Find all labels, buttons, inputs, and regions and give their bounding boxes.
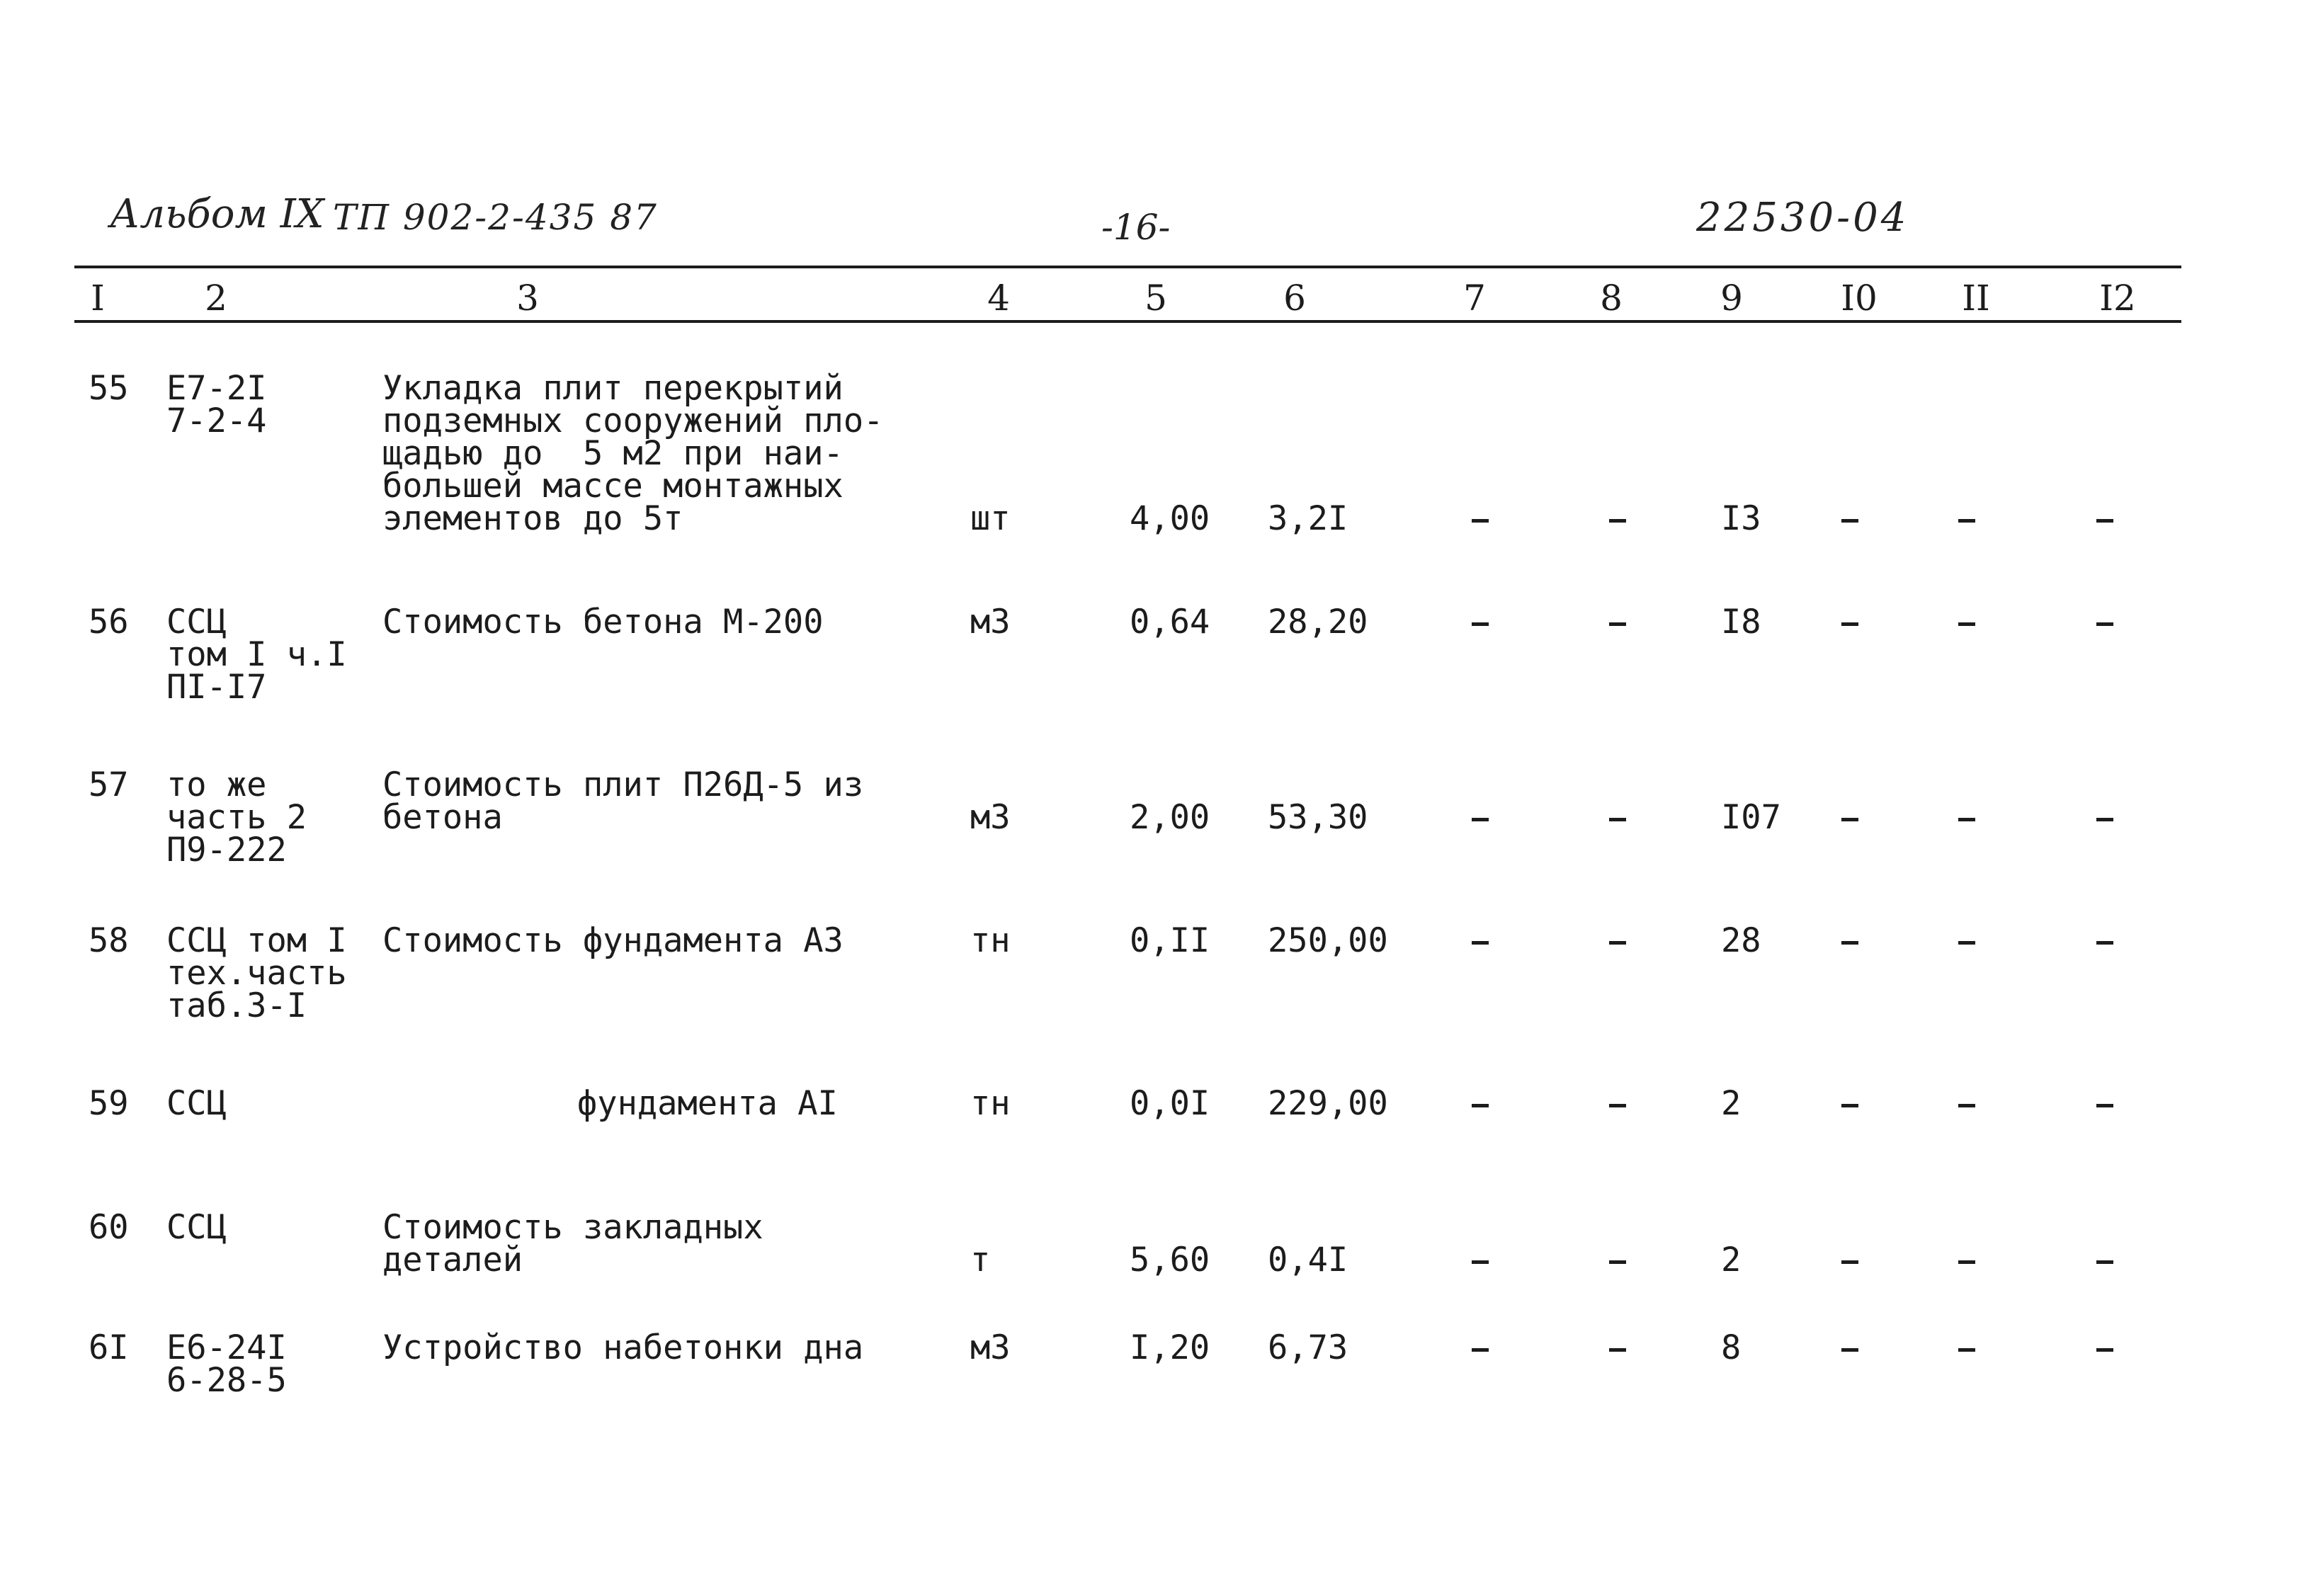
column-header-1: I: [91, 278, 105, 319]
row-number: 57: [89, 765, 129, 804]
column-header-6: 6: [1283, 278, 1306, 319]
column-header-10: I0: [1841, 278, 1878, 319]
album-label: Альбом IX: [110, 191, 324, 237]
reference-line: ССЦ: [166, 1084, 227, 1123]
dash-mark: [1841, 519, 1858, 523]
reference-line: ССЦ: [166, 603, 227, 642]
dash-mark: [1472, 941, 1489, 945]
column-9-cell: 2: [1721, 1241, 1742, 1279]
reference-line: ССЦ том I: [166, 921, 347, 960]
price-cell: 3,2I: [1268, 499, 1348, 538]
dash-mark: [1472, 818, 1489, 821]
description-line: щадью до 5 м2 при наи-: [382, 434, 844, 473]
row-number: 58: [89, 921, 129, 960]
unit-cell: шт: [970, 499, 1011, 538]
column-9-cell: 28: [1721, 921, 1761, 960]
column-header-5: 5: [1145, 278, 1167, 319]
dash-mark: [1841, 1348, 1858, 1352]
unit-cell: м3: [970, 798, 1011, 837]
dash-mark: [1472, 1348, 1489, 1352]
dash-mark: [1841, 622, 1858, 626]
dash-mark: [1609, 1260, 1626, 1264]
dash-mark: [1609, 818, 1626, 821]
quantity-cell: 0,II: [1130, 921, 1210, 960]
column-9-cell: I07: [1721, 798, 1781, 837]
price-cell: 0,4I: [1268, 1241, 1348, 1279]
dash-mark: [1841, 1260, 1858, 1264]
dash-mark: [1958, 519, 1975, 523]
dash-mark: [2096, 1348, 2113, 1352]
column-header-12: I2: [2099, 278, 2136, 319]
dash-mark: [1609, 941, 1626, 945]
reference-line: 7-2-4: [166, 401, 267, 440]
dash-mark: [1609, 622, 1626, 626]
quantity-cell: 4,00: [1130, 499, 1210, 538]
dash-mark: [1609, 1348, 1626, 1352]
page-number: -16-: [1101, 207, 1171, 248]
column-9-cell: 8: [1721, 1328, 1742, 1367]
dash-mark: [1472, 622, 1489, 626]
column-9-cell: I8: [1721, 603, 1761, 642]
column-header-4: 4: [987, 278, 1010, 319]
dash-mark: [1841, 818, 1858, 821]
dash-mark: [2096, 622, 2113, 626]
dash-mark: [2096, 1260, 2113, 1264]
dash-mark: [1841, 941, 1858, 945]
description-line: бетона: [382, 798, 503, 837]
unit-cell: м3: [970, 1328, 1011, 1367]
document-number: 22530-04: [1696, 195, 1909, 241]
column-header-11: II: [1962, 278, 1990, 319]
description-line: Устройство набетонки дна: [382, 1328, 864, 1367]
reference-line: ПI-I7: [166, 668, 267, 707]
dash-mark: [1958, 1104, 1975, 1107]
column-9-cell: I3: [1721, 499, 1761, 538]
description-line: Стоимость плит П26Д-5 из: [382, 765, 864, 804]
dash-mark: [1958, 622, 1975, 626]
reference-line: то же: [166, 765, 267, 804]
row-number: 56: [89, 603, 129, 642]
unit-cell: т: [970, 1241, 991, 1279]
price-cell: 229,00: [1268, 1084, 1388, 1123]
description-line: деталей: [382, 1241, 523, 1279]
row-number: 6I: [89, 1328, 129, 1367]
description-line: элементов до 5т: [382, 499, 683, 538]
reference-line: Е7-2I: [166, 369, 267, 408]
column-header-2: 2: [205, 278, 227, 319]
price-cell: 250,00: [1268, 921, 1388, 960]
project-code: ТП 902-2-435 87: [333, 197, 658, 238]
reference-line: 6-28-5: [166, 1361, 287, 1400]
dash-mark: [1472, 519, 1489, 523]
dash-mark: [1472, 1104, 1489, 1107]
dash-mark: [1609, 1104, 1626, 1107]
dash-mark: [1958, 1260, 1975, 1264]
header-rule-top: [74, 266, 2181, 268]
quantity-cell: I,20: [1130, 1328, 1210, 1367]
row-number: 59: [89, 1084, 129, 1123]
dash-mark: [1958, 941, 1975, 945]
dash-mark: [1841, 1104, 1858, 1107]
row-number: 60: [89, 1208, 129, 1247]
dash-mark: [2096, 818, 2113, 821]
reference-line: тех.часть: [166, 954, 347, 993]
column-header-9: 9: [1720, 278, 1743, 319]
dash-mark: [2096, 941, 2113, 945]
price-cell: 53,30: [1268, 798, 1368, 837]
quantity-cell: 2,00: [1130, 798, 1210, 837]
reference-line: П9-222: [166, 831, 287, 870]
description-line: Укладка плит перекрытий: [382, 369, 844, 408]
dash-mark: [1472, 1260, 1489, 1264]
reference-line: часть 2: [166, 798, 307, 837]
quantity-cell: 5,60: [1130, 1241, 1210, 1279]
description-line: Стоимость бетона М-200: [382, 603, 824, 642]
description-line: подземных сооружений пло-: [382, 401, 884, 440]
header-rule-bottom: [74, 320, 2181, 323]
dash-mark: [2096, 519, 2113, 523]
quantity-cell: 0,64: [1130, 603, 1210, 642]
description-line: большей массе монтажных: [382, 467, 844, 506]
unit-cell: тн: [970, 921, 1011, 960]
column-header-8: 8: [1600, 278, 1623, 319]
column-header-7: 7: [1463, 278, 1486, 319]
column-9-cell: 2: [1721, 1084, 1742, 1123]
description-line: Стоимость закладных: [382, 1208, 763, 1247]
row-number: 55: [89, 369, 129, 408]
reference-line: ССЦ: [166, 1208, 227, 1247]
reference-line: таб.3-I: [166, 986, 307, 1025]
reference-line: Е6-24I: [166, 1328, 287, 1367]
reference-line: том I ч.I: [166, 635, 347, 674]
dash-mark: [1958, 1348, 1975, 1352]
column-header-3: 3: [516, 278, 539, 319]
dash-mark: [1609, 519, 1626, 523]
unit-cell: тн: [970, 1084, 1011, 1123]
description-line: фундамента АI: [577, 1084, 838, 1123]
description-line: Стоимость фундамента А3: [382, 921, 844, 960]
dash-mark: [2096, 1104, 2113, 1107]
price-cell: 6,73: [1268, 1328, 1348, 1367]
dash-mark: [1958, 818, 1975, 821]
price-cell: 28,20: [1268, 603, 1368, 642]
unit-cell: м3: [970, 603, 1011, 642]
quantity-cell: 0,0I: [1130, 1084, 1210, 1123]
